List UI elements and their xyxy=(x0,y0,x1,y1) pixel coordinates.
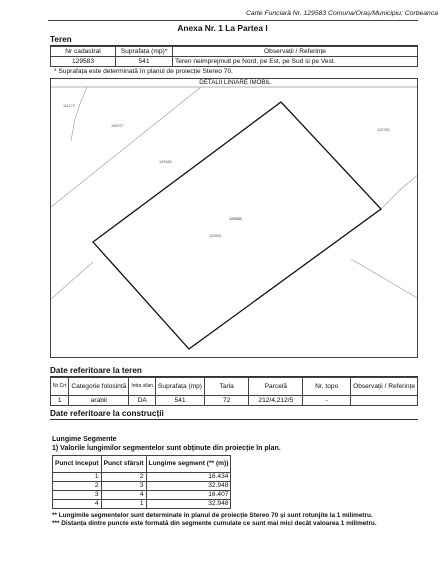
map-label: 120561 xyxy=(209,234,222,238)
table-row xyxy=(53,473,231,482)
neighbor-boundary-5 xyxy=(381,174,418,209)
col-punct-sfarsit: Punct sfârșit xyxy=(101,456,146,473)
lungime-subtitle: 1) Valorile lungimilor segmentelor sunt obținute din proiecție în plan. xyxy=(52,445,281,452)
col-suprafata: Suprafața (mp)* xyxy=(116,47,173,57)
col-observatii: Observații / Referințe xyxy=(173,47,418,57)
cell-tarla: 72 xyxy=(205,396,249,406)
table-header-row xyxy=(51,378,418,396)
cell-suprafata: 541 xyxy=(116,57,173,67)
cell-start: 1 xyxy=(53,473,102,482)
col-nr-crt: Nr Crt xyxy=(51,378,69,396)
cell-length: 32.948 xyxy=(146,500,231,509)
parcel-map xyxy=(50,78,418,358)
footnote-rotunjire: ** Lungimile segmentelor sunt determinate în planul de proiecție Stereo 70 și sunt rotunjite la 1 milimetru. xyxy=(52,512,373,519)
cell-nr-crt: 1 xyxy=(51,396,69,406)
col-punct-inceput: Punct început xyxy=(53,456,102,473)
cell-end: 4 xyxy=(101,491,146,500)
col-suprafata: Suprafața (mp) xyxy=(156,378,205,396)
table-row xyxy=(53,491,231,500)
cell-start: 2 xyxy=(53,482,102,491)
cell-categorie: arabil xyxy=(69,396,129,406)
table-header-row xyxy=(53,456,231,473)
suprafata-note: * Suprafața este determinată în planul de proiecție Stereo 70. xyxy=(54,68,233,75)
map-label: 105077 xyxy=(111,124,124,128)
map-label: 111172 xyxy=(63,104,75,108)
cell-start: 4 xyxy=(53,500,102,509)
col-categorie: Categorie folosință xyxy=(69,378,129,396)
footnote-distanta: *** Distanța dintre puncte este formată din segmente cumulate ce sunt mai mici decât valoarea 1 milimetru. xyxy=(52,520,377,527)
teren-title: Teren xyxy=(50,35,72,44)
col-observatii: Observații / Referințe xyxy=(351,378,418,396)
col-tarla: Tarla xyxy=(205,378,249,396)
lungime-title: Lungime Segmente xyxy=(52,436,117,443)
date-teren-table xyxy=(50,377,418,406)
cell-parcela: 212/4,212/5 xyxy=(249,396,303,406)
map-label: 129483 xyxy=(159,160,172,164)
cell-intravilan: DA xyxy=(129,396,156,406)
map-title: DETALII LINIARE IMOBIL xyxy=(199,79,271,86)
cell-nr-cadastral: 129583 xyxy=(51,57,116,67)
cell-suprafata: 541 xyxy=(156,396,205,406)
date-constructii-rule xyxy=(50,419,418,420)
cell-length: 16.407 xyxy=(146,491,231,500)
neighbor-boundary-3 xyxy=(51,262,93,299)
teren-table xyxy=(50,46,418,67)
col-nr-topo: Nr. topo xyxy=(303,378,351,396)
cell-end: 1 xyxy=(101,500,146,509)
table-header-row xyxy=(51,47,418,57)
map-label-parcel: 129583 xyxy=(229,217,242,221)
date-constructii-title: Date referitoare la construcții xyxy=(50,409,164,418)
lungime-table xyxy=(52,455,231,509)
anexa-title: Anexa Nr. 1 La Partea I xyxy=(177,23,268,33)
cell-length: 16.434 xyxy=(146,473,231,482)
cell-nr-topo: - xyxy=(303,396,351,406)
cell-length: 32.948 xyxy=(146,482,231,491)
cell-end: 2 xyxy=(101,473,146,482)
date-teren-title: Date referitoare la teren xyxy=(50,366,142,375)
cell-observatii: Teren neimprejmuit pe Nord, pe Est, pe Sud si pe Vest. xyxy=(173,57,418,67)
neighbor-boundary-1 xyxy=(71,87,87,141)
table-row xyxy=(53,500,231,509)
table-row xyxy=(51,396,418,406)
carte-funciara-header: Carte Funciară Nr. 129583 Comuna/Oraș/Municipiu: Corbeanca xyxy=(245,10,438,17)
col-parcela: Parcelă xyxy=(249,378,303,396)
cell-observatii xyxy=(351,396,418,406)
table-row xyxy=(53,482,231,491)
cell-end: 3 xyxy=(101,482,146,491)
col-lungime: Lungime segment (** (m)) xyxy=(146,456,231,473)
neighbor-boundary-4 xyxy=(351,259,418,299)
map-label: 123783 xyxy=(377,128,390,132)
header-rule xyxy=(48,20,418,21)
col-intravilan: Intra vilan xyxy=(129,378,156,396)
col-nr-cadastral: Nr cadastral xyxy=(51,47,116,57)
table-row xyxy=(51,57,418,67)
cell-start: 3 xyxy=(53,491,102,500)
parcel-plan xyxy=(51,79,418,358)
lungime-section xyxy=(52,435,281,453)
